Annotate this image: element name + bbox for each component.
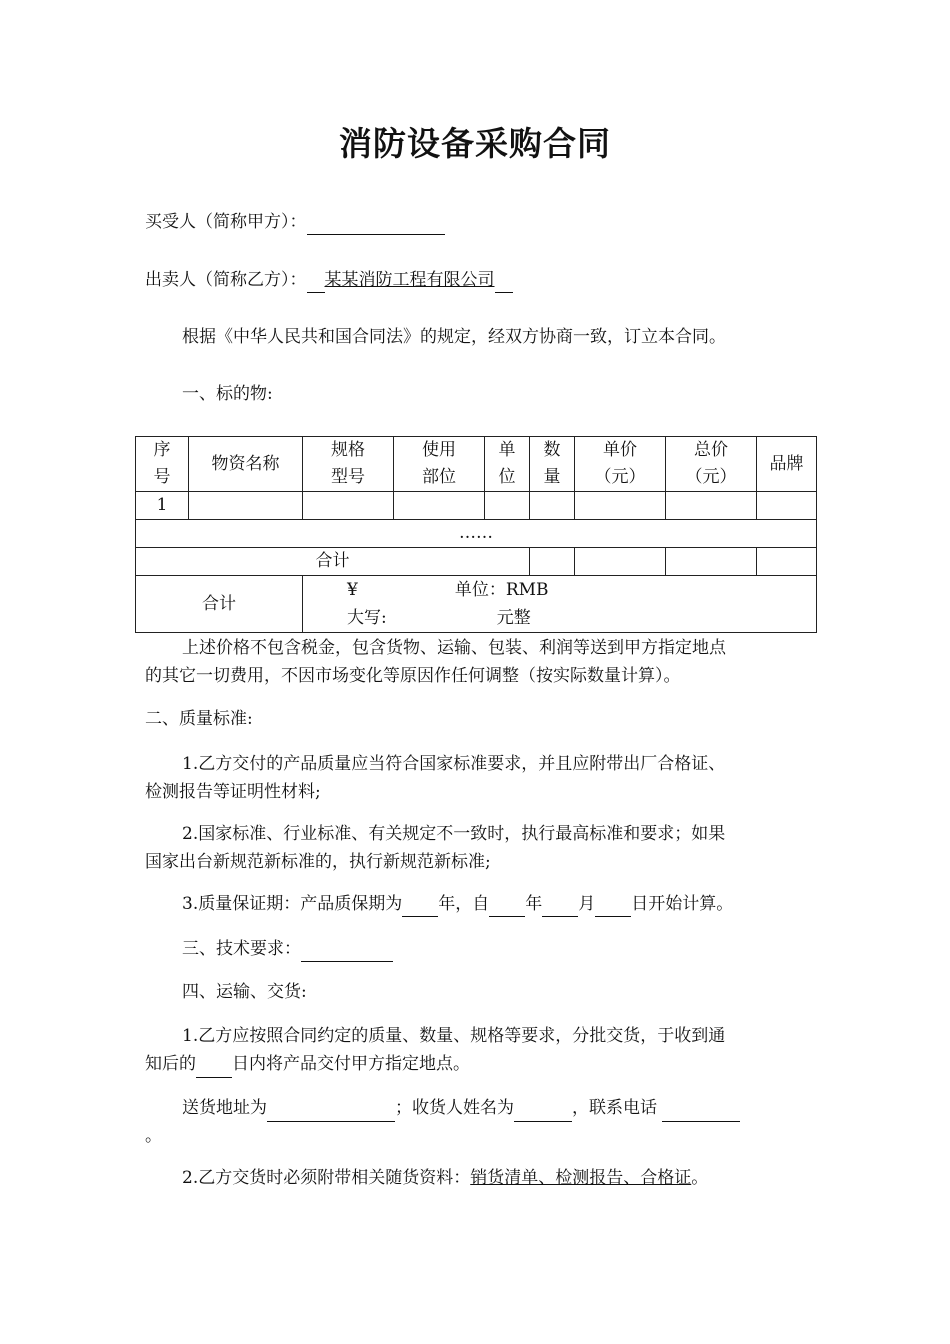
row-spec — [303, 492, 394, 520]
row-number: 1 — [136, 492, 189, 520]
address-label: 送货地址为 — [182, 1098, 267, 1118]
section3-heading — [182, 936, 393, 962]
warranty-prefix: 3.质量保证期：产品质保期为 — [182, 894, 403, 914]
warranty-years-blank — [402, 896, 438, 917]
row-unit — [485, 492, 530, 520]
buyer-value-blank — [307, 214, 445, 235]
contract-title: 消防设备采购合同 — [339, 124, 611, 163]
subtotal-label: 合计 — [136, 548, 530, 576]
quality-item-1 — [145, 750, 800, 806]
quality-item-2-line1: 2.国家标准、行业标准、有关规定不一致时，执行最高标准和要求；如果 — [182, 824, 726, 844]
docs-prefix: 2.乙方交货时必须附带相关随货资料： — [182, 1168, 471, 1188]
subtotal-total — [666, 548, 757, 576]
buyer-label: 买受人（简称甲方）： — [145, 212, 307, 232]
table-header-row — [136, 437, 817, 492]
seller-value: 某某消防工程有限公司 — [324, 270, 495, 290]
subtotal-row — [136, 548, 817, 576]
buyer-line — [145, 209, 445, 235]
delivery-days-prefix: 知后的 — [145, 1054, 196, 1074]
section4-heading: 四、运输、交货: — [182, 982, 307, 1002]
goods-table — [135, 436, 817, 633]
address-blank — [267, 1101, 395, 1122]
tech-requirements-blank — [301, 941, 393, 962]
quality-item-3 — [182, 891, 733, 917]
subtotal-brand — [757, 548, 817, 576]
price-note-line2: 的其它一切费用，不因市场变化等原因作任何调整（按实际数量计算）。 — [145, 666, 681, 686]
quality-item-1-line1: 1.乙方交付的产品质量应当符合国家标准要求，并且应附带出厂合格证、 — [182, 754, 726, 774]
subtotal-qty — [530, 548, 575, 576]
header-cell: 序 号 — [136, 437, 189, 492]
row-total — [666, 492, 757, 520]
start-year-blank — [489, 896, 525, 917]
ellipsis-cell: …… — [136, 520, 817, 548]
phone-label: ，联系电话 — [572, 1098, 657, 1118]
docs-list: 销货清单、检测报告、合格证 — [470, 1168, 692, 1188]
quality-item-2 — [145, 820, 800, 876]
header-cell: 单价 （元） — [575, 437, 666, 492]
delivery-item-2 — [182, 1165, 708, 1191]
row-brand — [757, 492, 817, 520]
section3-label: 三、技术要求： — [182, 939, 301, 959]
section2-heading: 二、质量标准: — [145, 709, 253, 729]
header-cell: 单 位 — [485, 437, 530, 492]
delivery-address — [145, 1094, 800, 1150]
section1-heading: 一、标的物: — [182, 384, 273, 404]
warranty-suffix: 日开始计算。 — [631, 894, 734, 914]
header-cell: 使用 部位 — [394, 437, 485, 492]
delivery-days-blank — [196, 1057, 232, 1078]
seller-line — [145, 267, 513, 293]
price-note — [145, 634, 800, 690]
row-price — [575, 492, 666, 520]
total-label: 合计 — [136, 576, 303, 633]
price-note-line1: 上述价格不包含税金，包含货物、运输、包装、利润等送到甲方指定地点 — [182, 638, 726, 658]
total-row — [136, 576, 817, 633]
seller-label: 出卖人（简称乙方）： — [145, 270, 307, 290]
month-label: 月 — [578, 894, 596, 914]
docs-end: 。 — [691, 1168, 709, 1188]
row-part — [394, 492, 485, 520]
delivery-item-1 — [145, 1022, 800, 1078]
phone-blank — [662, 1101, 740, 1122]
table-row — [136, 492, 817, 520]
quality-item-1-line2: 检测报告等证明性材料; — [145, 782, 321, 802]
header-cell: 规格 型号 — [303, 437, 394, 492]
header-cell: 数 量 — [530, 437, 575, 492]
daxie-label: 大写: — [347, 608, 387, 628]
intro-text: 根据《中华人民共和国合同法》的规定，经双方协商一致，订立本合同。 — [182, 327, 726, 347]
subtotal-price — [575, 548, 666, 576]
warranty-year-sep: 年，自 — [438, 894, 490, 914]
delivery-days-suffix: 日内将产品交付甲方指定地点。 — [232, 1054, 470, 1074]
year-label: 年 — [525, 894, 543, 914]
quality-item-2-line2: 国家出台新规范新标准的，执行新规范新标准; — [145, 852, 491, 872]
ellipsis-row — [136, 520, 817, 548]
header-cell: 物资名称 — [189, 437, 303, 492]
start-month-blank — [542, 896, 578, 917]
currency-symbol: ¥ — [347, 580, 358, 600]
delivery-item-1-line1: 1.乙方应按照合同约定的质量、数量、规格等要求，分批交货，于收到通 — [182, 1026, 726, 1046]
receiver-blank — [514, 1101, 572, 1122]
yuanzheng-label: 元整 — [496, 608, 531, 628]
row-name — [189, 492, 303, 520]
unit-rmb-label: 单位：RMB — [454, 580, 549, 600]
start-day-blank — [595, 896, 631, 917]
total-amount-cell — [303, 576, 817, 633]
header-cell: 品牌 — [757, 437, 817, 492]
address-end: 。 — [145, 1126, 162, 1146]
header-cell: 总价 （元） — [666, 437, 757, 492]
row-qty — [530, 492, 575, 520]
receiver-label: ；收货人姓名为 — [395, 1098, 514, 1118]
